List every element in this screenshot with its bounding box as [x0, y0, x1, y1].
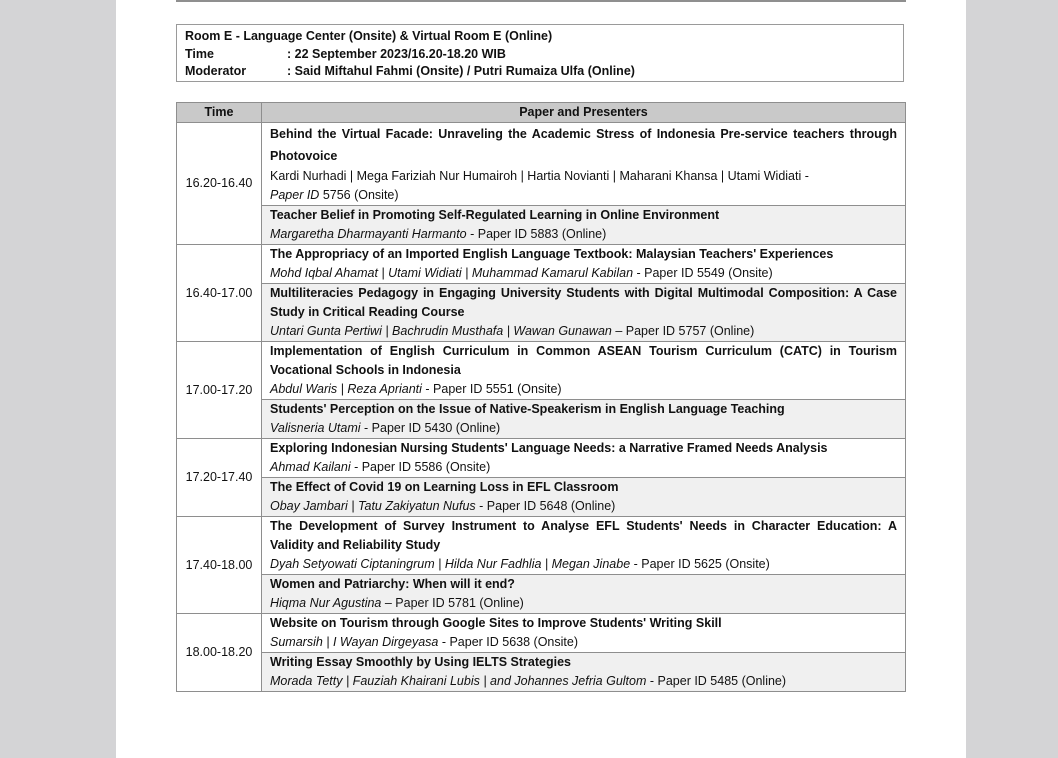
table-row [177, 478, 906, 517]
previous-table-border [176, 0, 906, 2]
moderator-value: : Said Miftahul Fahmi (Onsite) / Putri Rumaiza Ulfa (Online) [287, 64, 635, 78]
paper-title: Multiliteracies Pedagogy in Engaging University Students with Digital Multimodal Composition: A Case Study in Critical Reading Course [270, 286, 897, 319]
table-row [177, 614, 906, 653]
table-row [177, 517, 906, 575]
authors-names: Margaretha Dharmayanti Harmanto [270, 227, 467, 241]
paper-authors [270, 555, 897, 574]
paper-title: The Effect of Covid 19 on Learning Loss in EFL Classroom [270, 480, 619, 494]
paper-cell [262, 284, 906, 342]
paper-cell [262, 123, 906, 206]
paper-authors [270, 264, 897, 283]
session-info-box [176, 24, 904, 82]
table-row [177, 400, 906, 439]
paper-authors [270, 225, 897, 244]
authors-names: Morada Tetty | Fauziah Khairani Lubis | and Johannes Jefria Gultom [270, 674, 647, 688]
table-row [177, 284, 906, 342]
paper-cell [262, 206, 906, 245]
session-moderator [185, 63, 895, 81]
authors-names: Hiqma Nur Agustina [270, 596, 382, 610]
authors-names: Valisneria Utami [270, 421, 361, 435]
paper-title: The Development of Survey Instrument to Analyse EFL Students' Needs in Character Education: A Validity and Reliability Study [270, 519, 897, 552]
table-row [177, 653, 906, 692]
paper-cell [262, 439, 906, 478]
paper-title: Exploring Indonesian Nursing Students' Language Needs: a Narrative Framed Needs Analysis [270, 441, 828, 455]
slot-time: 16.40-17.00 [177, 245, 262, 342]
paper-id-prefix: Paper ID [270, 188, 320, 202]
paper-title: Teacher Belief in Promoting Self-Regulated Learning in Online Environment [270, 208, 720, 222]
paper-title: Implementation of English Curriculum in Common ASEAN Tourism Curriculum (CATC) in Tourism Vocational Schools in Indonesia [270, 344, 897, 377]
paper-title: Behind the Virtual Facade: Unraveling the Academic Stress of Indonesia Pre-service teachers through Photovoice [270, 127, 897, 163]
session-room [185, 28, 895, 46]
paper-cell [262, 575, 906, 614]
paper-title: The Appropriacy of an Imported English Language Textbook: Malaysian Teachers' Experiences [270, 247, 834, 261]
header-time: Time [177, 103, 262, 123]
paper-id: 5756 (Onsite) [319, 188, 399, 202]
paper-title: Students' Perception on the Issue of Native-Speakerism in English Language Teaching [270, 402, 785, 416]
paper-cell [262, 517, 906, 575]
paper-id: - Paper ID 5549 (Onsite) [633, 266, 773, 280]
paper-id: – Paper ID 5757 (Online) [611, 324, 755, 338]
table-row [177, 439, 906, 478]
paper-id: - Paper ID 5883 (Online) [466, 227, 607, 241]
paper-id: - Paper ID 5551 (Onsite) [421, 382, 562, 396]
paper-cell [262, 478, 906, 517]
paper-authors [270, 497, 897, 516]
table-header-row [177, 103, 906, 123]
paper-cell [262, 245, 906, 284]
paper-cell [262, 653, 906, 692]
table-row [177, 245, 906, 284]
slot-time: 17.00-17.20 [177, 342, 262, 439]
authors-names: Kardi Nurhadi | Mega Fariziah Nur Humairoh | Hartia Novianti | Maharani Khansa | Utami Widiati - [270, 169, 809, 183]
paper-id: – Paper ID 5781 (Online) [381, 596, 524, 610]
session-time [185, 46, 895, 64]
header-paper-presenters: Paper and Presenters [262, 103, 906, 123]
room-text: Room E - Language Center (Onsite) & Virtual Room E (Online) [185, 29, 553, 43]
slot-time: 16.20-16.40 [177, 123, 262, 245]
authors-names: Dyah Setyowati Ciptaningrum | Hilda Nur Fadhlia | Megan Jinabe [270, 557, 631, 571]
paper-authors [270, 594, 897, 613]
table-row [177, 575, 906, 614]
paper-id: - Paper ID 5485 (Online) [646, 674, 787, 688]
slot-time: 17.20-17.40 [177, 439, 262, 517]
paper-title: Writing Essay Smoothly by Using IELTS Strategies [270, 655, 571, 669]
paper-authors [270, 322, 897, 341]
authors-names: Abdul Waris | Reza Aprianti [270, 382, 422, 396]
authors-names: Sumarsih | I Wayan Dirgeyasa [270, 635, 439, 649]
paper-authors [270, 633, 897, 652]
authors-names: Obay Jambari | Tatu Zakiyatun Nufus [270, 499, 476, 513]
authors-names: Ahmad Kailani [270, 460, 351, 474]
paper-cell [262, 400, 906, 439]
table-row [177, 123, 906, 206]
paper-id: - Paper ID 5625 (Onsite) [630, 557, 770, 571]
document-page [116, 0, 966, 758]
paper-title: Women and Patriarchy: When will it end? [270, 577, 515, 591]
paper-cell [262, 342, 906, 400]
paper-id: - Paper ID 5638 (Onsite) [438, 635, 579, 649]
paper-authors [270, 672, 897, 691]
authors-names: Untari Gunta Pertiwi | Bachrudin Musthafa | Wawan Gunawan [270, 324, 612, 338]
slot-time: 18.00-18.20 [177, 614, 262, 692]
paper-id: - Paper ID 5586 (Onsite) [350, 460, 491, 474]
paper-cell [262, 614, 906, 653]
table-row [177, 342, 906, 400]
paper-authors [270, 380, 897, 399]
slot-time: 17.40-18.00 [177, 517, 262, 614]
paper-title: Website on Tourism through Google Sites to Improve Students' Writing Skill [270, 616, 722, 630]
table-row [177, 206, 906, 245]
authors-names: Mohd Iqbal Ahamat | Utami Widiati | Muhammad Kamarul Kabilan [270, 266, 634, 280]
paper-authors [270, 167, 897, 205]
paper-authors [270, 458, 897, 477]
schedule-table [176, 102, 906, 692]
paper-id: - Paper ID 5430 (Online) [360, 421, 501, 435]
time-value: : 22 September 2023/16.20-18.20 WIB [287, 46, 506, 61]
time-label: Time [185, 46, 214, 61]
moderator-label: Moderator [185, 64, 247, 78]
paper-authors [270, 419, 897, 438]
paper-id: - Paper ID 5648 (Online) [475, 499, 616, 513]
